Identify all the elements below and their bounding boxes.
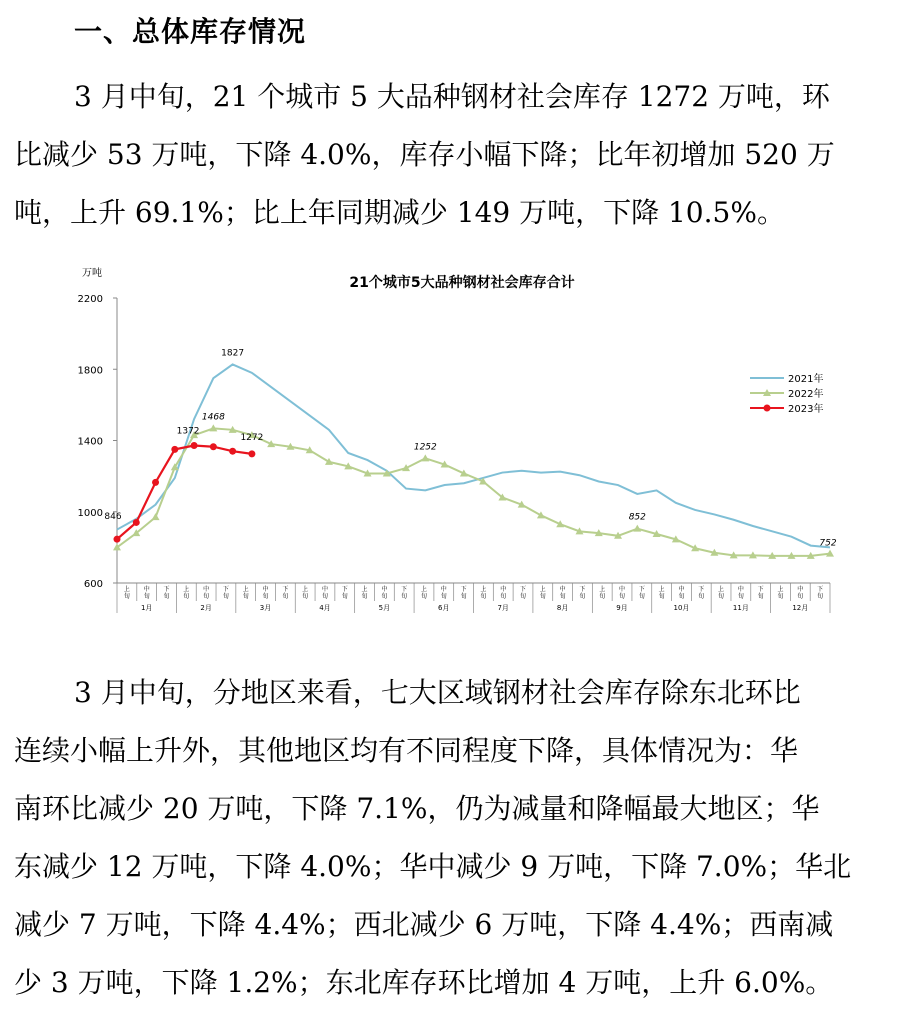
series-point-circle <box>152 479 159 486</box>
x-month-label: 3月 <box>259 604 272 612</box>
series-point-circle <box>114 536 121 543</box>
series-point-circle <box>229 448 236 455</box>
x-tick-label: 中 <box>737 586 744 593</box>
x-tick-label: 旬 <box>143 593 150 600</box>
x-tick-label: 旬 <box>500 593 507 600</box>
legend-swatch-marker <box>764 405 771 412</box>
x-tick-label: 旬 <box>222 593 229 600</box>
series-point-circle <box>191 442 198 449</box>
x-tick-label: 旬 <box>381 593 388 600</box>
paragraph-line: 3 月中旬，分地区来看，七大区域钢材社会库存除东北环比 <box>74 676 801 709</box>
data-label: 1272 <box>240 432 264 443</box>
data-label: 846 <box>104 512 122 523</box>
paragraph-line: 吨，上升 69.1%；比上年同期减少 149 万吨，下降 10.5%。 <box>14 196 785 229</box>
paragraph-regional-breakdown <box>14 664 900 1012</box>
series-point-triangle <box>152 513 160 520</box>
x-tick-label: 下 <box>460 586 467 593</box>
x-tick-label: 旬 <box>262 593 269 600</box>
x-tick-label: 中 <box>262 586 269 593</box>
x-tick-label: 中 <box>440 586 447 593</box>
x-tick-label: 旬 <box>480 593 487 600</box>
x-tick-label: 中 <box>797 586 804 593</box>
x-tick-label: 旬 <box>123 593 130 600</box>
x-month-label: 1月 <box>140 604 153 612</box>
x-tick-label: 旬 <box>440 593 447 600</box>
x-tick-label: 上 <box>123 586 130 593</box>
x-month-label: 2月 <box>200 604 212 612</box>
x-tick-label: 上 <box>361 586 368 593</box>
x-tick-label: 旬 <box>638 593 645 600</box>
x-tick-label: 旬 <box>817 593 824 600</box>
x-tick-label: 旬 <box>401 593 408 600</box>
x-tick-label: 旬 <box>698 593 705 600</box>
x-month-label: 9月 <box>616 604 628 612</box>
x-tick-label: 旬 <box>599 593 606 600</box>
x-tick-label: 下 <box>401 586 408 593</box>
x-tick-label: 下 <box>817 586 824 593</box>
x-month-label: 4月 <box>319 604 331 612</box>
paragraph-line: 比减少 53 万吨，下降 4.0%，库存小幅下降；比年初增加 520 万 <box>14 138 835 171</box>
data-label: 1468 <box>201 412 225 423</box>
x-tick-label: 旬 <box>559 593 566 600</box>
paragraph-line: 少 3 万吨，下降 1.2%；东北库存环比增加 4 万吨，上升 6.0%。 <box>14 966 834 999</box>
x-tick-label: 旬 <box>302 593 309 600</box>
x-tick-label: 中 <box>678 586 685 593</box>
series-point-triangle <box>325 458 333 465</box>
x-tick-label: 中 <box>321 586 328 593</box>
series-point-triangle <box>633 525 641 532</box>
x-tick-label: 中 <box>143 586 150 593</box>
x-tick-label: 中 <box>203 586 210 593</box>
x-tick-label: 下 <box>282 586 289 593</box>
x-month-label: 5月 <box>378 604 391 612</box>
series-line-0 <box>117 364 830 547</box>
data-label: 1827 <box>221 348 245 359</box>
paragraph-line: 减少 7 万吨，下降 4.4%；西北减少 6 万吨，下降 4.4%；西南减 <box>14 908 834 941</box>
x-tick-label: 上 <box>539 586 546 593</box>
x-tick-label: 中 <box>559 586 566 593</box>
x-month-label: 11月 <box>732 604 749 612</box>
paragraph-line: 连续小幅上升外，其他地区均有不同程度下降，具体情况为：华 <box>14 734 799 767</box>
chart-title: 21个城市5大品种钢材社会库存合计 <box>349 275 575 291</box>
data-label: 1252 <box>413 442 437 453</box>
series-line-1 <box>117 428 830 556</box>
x-tick-label: 下 <box>579 586 586 593</box>
series-point-circle <box>248 450 255 457</box>
x-tick-label: 旬 <box>539 593 546 600</box>
x-tick-label: 上 <box>302 586 309 593</box>
x-tick-label: 旬 <box>282 593 289 600</box>
x-tick-label: 旬 <box>619 593 626 600</box>
y-axis-unit-label: 万吨 <box>82 268 102 279</box>
x-tick-label: 旬 <box>777 593 784 600</box>
paragraph-line: 3 月中旬，21 个城市 5 大品种钢材社会库存 1272 万吨，环 <box>74 80 830 113</box>
x-tick-label: 旬 <box>361 593 368 600</box>
x-tick-label: 旬 <box>757 593 764 600</box>
paragraph-inventory-summary <box>14 68 900 242</box>
x-tick-label: 旬 <box>718 593 725 600</box>
series-point-circle <box>171 446 178 453</box>
x-tick-label: 旬 <box>520 593 527 600</box>
x-tick-label: 下 <box>341 586 348 593</box>
x-tick-label: 旬 <box>242 593 249 600</box>
x-month-label: 6月 <box>438 604 450 612</box>
inventory-line-chart <box>60 258 840 618</box>
x-tick-label: 上 <box>183 586 190 593</box>
x-tick-label: 旬 <box>420 593 427 600</box>
x-tick-label: 中 <box>381 586 388 593</box>
series-point-circle <box>210 443 217 450</box>
x-tick-label: 上 <box>718 586 725 593</box>
y-tick-label: 1400 <box>77 436 103 448</box>
data-label: 852 <box>628 512 646 523</box>
x-tick-label: 上 <box>420 586 427 593</box>
x-tick-label: 旬 <box>341 593 348 600</box>
x-tick-label: 上 <box>599 586 606 593</box>
x-month-label: 8月 <box>556 604 569 612</box>
x-tick-label: 旬 <box>321 593 328 600</box>
x-tick-label: 旬 <box>460 593 467 600</box>
x-tick-label: 上 <box>658 586 665 593</box>
x-tick-label: 下 <box>757 586 764 593</box>
x-tick-label: 下 <box>163 586 170 593</box>
y-tick-label: 600 <box>83 579 103 590</box>
x-tick-label: 旬 <box>737 593 744 600</box>
x-tick-label: 中 <box>619 586 626 593</box>
x-tick-label: 旬 <box>163 593 170 600</box>
x-tick-label: 下 <box>638 586 645 593</box>
y-tick-label: 2200 <box>77 294 103 305</box>
legend-label: 2021年 <box>788 374 824 385</box>
x-tick-label: 旬 <box>203 593 210 600</box>
x-tick-label: 旬 <box>183 593 190 600</box>
section-heading: 一、总体库存情况 <box>74 15 307 48</box>
series-point-triangle <box>421 454 429 461</box>
series-point-circle <box>133 519 140 526</box>
paragraph-line: 东减少 12 万吨，下降 4.0%；华中减少 9 万吨，下降 7.0%；华北 <box>14 850 852 883</box>
data-label: 1372 <box>176 426 200 437</box>
x-month-label: 10月 <box>673 604 690 612</box>
x-tick-label: 上 <box>777 586 784 593</box>
x-tick-label: 下 <box>520 586 527 593</box>
y-tick-label: 1800 <box>77 365 103 377</box>
x-tick-label: 旬 <box>797 593 804 600</box>
x-tick-label: 旬 <box>658 593 665 600</box>
legend-label: 2022年 <box>788 389 824 400</box>
x-tick-label: 下 <box>222 586 229 593</box>
x-tick-label: 旬 <box>579 593 586 600</box>
paragraph-line: 南环比减少 20 万吨，下降 7.1%，仍为减量和降幅最大地区；华 <box>14 792 820 825</box>
x-tick-label: 上 <box>242 586 249 593</box>
x-tick-label: 中 <box>500 586 507 593</box>
x-tick-label: 下 <box>698 586 705 593</box>
y-tick-label: 1000 <box>77 507 103 519</box>
x-month-label: 12月 <box>792 604 809 612</box>
legend-label: 2023年 <box>788 404 824 415</box>
x-tick-label: 旬 <box>678 593 685 600</box>
x-tick-label: 上 <box>480 586 487 593</box>
x-month-label: 7月 <box>497 604 509 612</box>
data-label: 752 <box>819 538 837 549</box>
